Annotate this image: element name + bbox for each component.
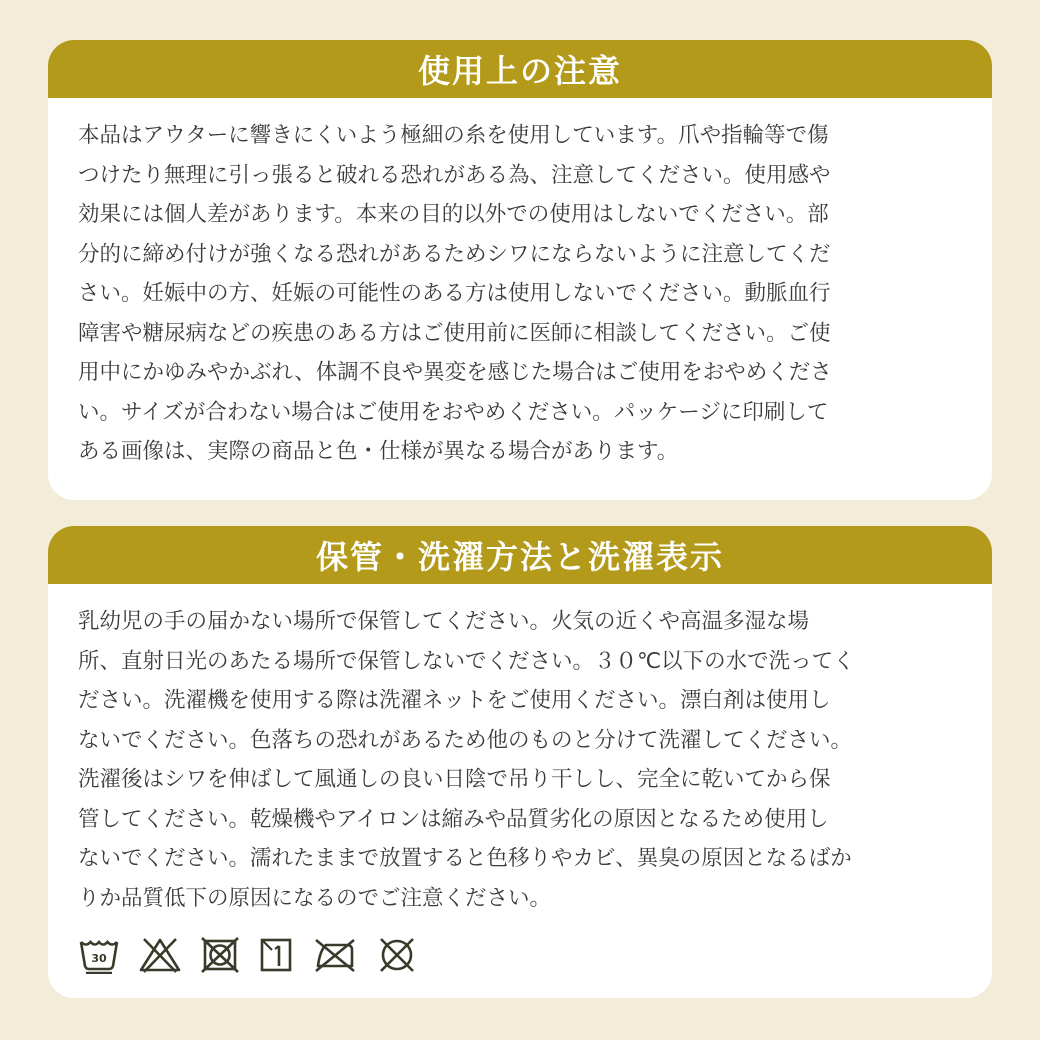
- caution-line: 本品はアウターに響きにくいよう極細の糸を使用しています。爪や指輪等で傷: [78, 123, 829, 148]
- storage-line: 管してください。乾燥機やアイロンは縮みや品質劣化の原因となるため使用し: [78, 806, 829, 832]
- storage-line: ないでください。濡れたままで放置すると色移りやカビ、異臭の原因となるばか: [78, 846, 852, 871]
- caution-header: 使用上の注意: [48, 40, 992, 98]
- caution-line: さい。妊娠中の方、妊娠の可能性のある方は使用しないでください。動脈血行: [78, 281, 831, 306]
- storage-line: 乳幼児の手の届かない場所で保管してください。火気の近くや高温多湿な場: [78, 609, 810, 634]
- caution-line: 効果には個人差があります。本来の目的以外での使用はしないでください。部: [78, 202, 829, 227]
- wash-temperature: 30: [91, 952, 107, 965]
- caution-line: つけたり無理に引っ張ると破れる恐れがある為、注意してください。使用感や: [78, 162, 831, 188]
- no-dry-clean-icon: [376, 936, 418, 974]
- storage-line: 洗濯後はシワを伸ばして風通しの良い日陰で吊り干しし、完全に乾いてから保: [78, 767, 831, 792]
- wash-30-icon: [78, 936, 120, 974]
- storage-line: ないでください。色落ちの恐れがあるため他のものと分けて洗濯してください。: [78, 727, 853, 753]
- storage-header: 保管・洗濯方法と洗濯表示: [48, 526, 992, 584]
- storage-line: 所、直射日光のあたる場所で保管しないでください。３０℃以下の水で洗ってく: [78, 648, 855, 674]
- line-dry-shade-icon: [258, 936, 294, 974]
- no-tumble-dry-icon: [200, 936, 240, 974]
- caution-line: ある画像は、実際の商品と色・仕様が異なる場合があります。: [78, 439, 679, 464]
- caution-line: 分的に締め付けが強くなる恐れがあるためシワにならないように注意してくだ: [78, 241, 831, 267]
- care-symbols: [78, 936, 962, 974]
- caution-line: 障害や糖尿病などの疾患のある方はご使用前に医師に相談してください。ご使: [78, 320, 831, 346]
- no-iron-icon: [312, 936, 358, 974]
- storage-body: [48, 584, 992, 974]
- caution-line: い。サイズが合わない場合はご使用をおやめください。パッケージに印刷して: [78, 399, 829, 425]
- storage-line: りか品質低下の原因になるのでご注意ください。: [78, 885, 552, 911]
- caution-card: [48, 40, 992, 500]
- caution-body: [48, 98, 992, 472]
- storage-card: [48, 526, 992, 998]
- caution-line: 用中にかゆみやかぶれ、体調不良や異変を感じた場合はご使用をおやめくださ: [78, 360, 832, 385]
- no-bleach-icon: [138, 936, 182, 974]
- storage-line: ださい。洗濯機を使用する際は洗濯ネットをご使用ください。漂白剤は使用し: [78, 688, 831, 713]
